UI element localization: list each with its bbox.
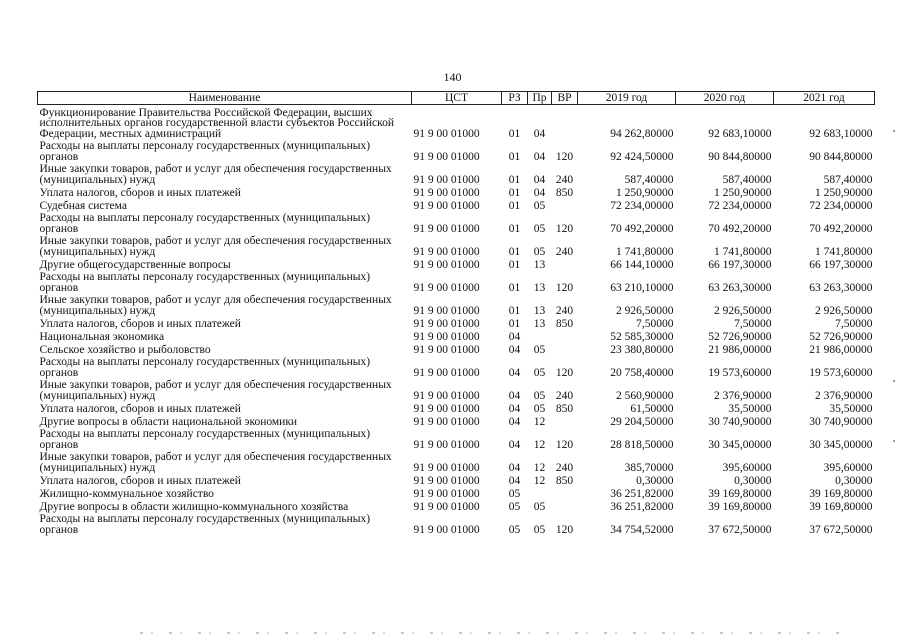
row-cst-cell: 91 9 00 01000: [413, 438, 480, 451]
row-2020-cell: 395,60000: [722, 461, 772, 474]
row-cst-cell: 91 9 00 01000: [413, 366, 480, 379]
scan-artifacts: [140, 632, 840, 634]
row-name-cell: Уплата налогов, сборов и иных платежей: [39, 402, 241, 415]
row-pr-cell: 12: [533, 474, 546, 487]
row-cst-cell: 91 9 00 01000: [413, 461, 480, 474]
row-2020-cell: 72 234,00000: [708, 199, 772, 212]
row-2019-cell: 66 144,10000: [610, 258, 674, 271]
table-row: [38, 486, 875, 499]
row-pr-cell: 05: [533, 199, 546, 212]
row-2019-cell: 34 754,52000: [610, 523, 674, 536]
row-pr-cell: 05: [533, 245, 546, 258]
table-header: [38, 92, 875, 105]
row-name-cell: Расходы на выплаты персоналу государственных (муниципальных) органов: [39, 212, 371, 235]
row-pr-cell: 05: [533, 402, 546, 415]
row-2021-cell: 63 263,30000: [809, 281, 873, 294]
row-pr-cell: 05: [533, 500, 546, 513]
table-row: [38, 450, 875, 473]
table-row: [38, 401, 875, 414]
row-2019-cell: 385,70000: [624, 461, 674, 474]
row-2020-cell: 90 844,80000: [708, 150, 772, 163]
row-rz-cell: 04: [508, 438, 521, 451]
row-vr-cell: 240: [555, 245, 574, 258]
row-cst-cell: 91 9 00 01000: [413, 330, 480, 343]
column-header-2019: 2019 год: [578, 92, 676, 105]
row-rz-cell: 01: [508, 222, 521, 235]
row-rz-cell: 01: [508, 173, 521, 186]
table-row: [38, 198, 875, 211]
row-vr-cell: 850: [555, 402, 574, 415]
row-vr-cell: [552, 486, 578, 499]
row-2019-cell: 70 492,20000: [610, 222, 674, 235]
row-2021-cell: 19 573,60000: [809, 366, 873, 379]
row-2020-cell: 70 492,20000: [708, 222, 772, 235]
row-2019-cell: 28 818,50000: [610, 438, 674, 451]
table-row: [38, 499, 875, 512]
row-2019-cell: 94 262,80000: [610, 127, 674, 140]
row-pr-cell: 04: [533, 186, 546, 199]
row-2019-cell: 92 424,50000: [610, 150, 674, 163]
row-vr-cell: 240: [555, 173, 574, 186]
row-2020-cell: 0,30000: [734, 474, 772, 487]
row-cst-cell: 91 9 00 01000: [413, 402, 480, 415]
table-row: [38, 427, 875, 450]
row-2020-cell: 2 926,50000: [714, 304, 772, 317]
row-2019-cell: 1 741,80000: [616, 245, 674, 258]
row-pr-cell: 05: [533, 222, 546, 235]
row-pr-cell: 04: [533, 150, 546, 163]
row-cst-cell: 91 9 00 01000: [413, 304, 480, 317]
row-name-cell: Расходы на выплаты персоналу государственных (муниципальных) органов: [39, 428, 371, 451]
table-body: [38, 105, 875, 536]
row-2021-cell: 37 672,50000: [809, 523, 873, 536]
row-rz-cell: 04: [508, 389, 521, 402]
row-rz-cell: 01: [508, 127, 521, 140]
row-2021-cell: 39 169,80000: [809, 500, 873, 513]
column-header-2021: 2021 год: [774, 92, 875, 105]
table-row: [38, 270, 875, 293]
table-row: [38, 355, 875, 378]
row-rz-cell: 04: [508, 461, 521, 474]
row-2021-cell: 587,40000: [823, 173, 873, 186]
row-name-cell: Иные закупки товаров, работ и услуг для обеспечения государственных (муниципальных) нужд: [39, 163, 392, 186]
row-2019-cell: 36 251,82000: [610, 500, 674, 513]
row-2020-cell: 30 740,90000: [708, 415, 772, 428]
row-rz-cell: 01: [508, 150, 521, 163]
row-2019-cell: 23 380,80000: [610, 343, 674, 356]
row-name-cell: Другие общегосударственные вопросы: [39, 258, 231, 271]
table-row: [38, 378, 875, 401]
row-2019-cell: 61,50000: [630, 402, 674, 415]
scan-speck: [893, 130, 895, 132]
row-name-cell: Судебная система: [39, 199, 127, 212]
row-name-cell: Иные закупки товаров, работ и услуг для обеспечения государственных (муниципальных) нужд: [39, 451, 392, 474]
row-cst-cell: 91 9 00 01000: [413, 474, 480, 487]
row-name-cell: Жилищно-коммунальное хозяйство: [39, 487, 214, 500]
row-2019-cell: 36 251,82000: [610, 487, 674, 500]
column-header-rz: РЗ: [502, 92, 528, 105]
row-cst-cell: 91 9 00 01000: [413, 281, 480, 294]
row-2021-cell: 21 986,00000: [809, 343, 873, 356]
table-row: [38, 512, 875, 535]
row-cst-cell: 91 9 00 01000: [413, 523, 480, 536]
row-vr-cell: 120: [555, 150, 574, 163]
row-cst-cell: 91 9 00 01000: [413, 222, 480, 235]
row-name-cell: Расходы на выплаты персоналу государственных (муниципальных) органов: [39, 140, 371, 163]
row-2020-cell: 1 741,80000: [714, 245, 772, 258]
row-pr-cell: 05: [533, 523, 546, 536]
table-row: [38, 185, 875, 198]
row-2020-cell: 52 726,90000: [708, 330, 772, 343]
row-pr-cell: 12: [533, 438, 546, 451]
row-2021-cell: 1 741,80000: [815, 245, 873, 258]
row-2021-cell: 1 250,90000: [815, 186, 873, 199]
row-cst-cell: 91 9 00 01000: [413, 245, 480, 258]
row-rz-cell: 05: [508, 523, 521, 536]
row-2019-cell: 0,30000: [636, 474, 674, 487]
table-row: [38, 162, 875, 185]
row-name-cell: Расходы на выплаты персоналу государственных (муниципальных) органов: [39, 356, 371, 379]
row-vr-cell: 240: [555, 461, 574, 474]
row-cst-cell: 91 9 00 01000: [413, 127, 480, 140]
row-name-cell: Национальная экономика: [39, 330, 165, 343]
row-vr-cell: 120: [555, 438, 574, 451]
table-row: [38, 211, 875, 234]
row-vr-cell: 120: [555, 366, 574, 379]
row-name-cell: Уплата налогов, сборов и иных платежей: [39, 317, 241, 330]
row-2019-cell: 7,50000: [636, 317, 674, 330]
row-pr-cell: 04: [533, 127, 546, 140]
row-rz-cell: 04: [508, 343, 521, 356]
row-cst-cell: 91 9 00 01000: [413, 186, 480, 199]
row-name-cell: Другие вопросы в области жилищно-коммунального хозяйства: [39, 500, 349, 513]
row-vr-cell: [552, 499, 578, 512]
row-vr-cell: [552, 342, 578, 355]
row-2020-cell: 1 250,90000: [714, 186, 772, 199]
row-vr-cell: [552, 198, 578, 211]
row-2021-cell: 2 926,50000: [815, 304, 873, 317]
row-pr-cell: 13: [533, 258, 546, 271]
row-2019-cell: 2 926,50000: [616, 304, 674, 317]
row-2020-cell: 63 263,30000: [708, 281, 772, 294]
row-vr-cell: [552, 414, 578, 427]
row-cst-cell: 91 9 00 01000: [413, 389, 480, 402]
budget-table: [37, 91, 875, 535]
row-pr-cell: 12: [533, 415, 546, 428]
row-2021-cell: 35,50000: [829, 402, 873, 415]
row-rz-cell: 05: [508, 487, 521, 500]
table-row: [38, 329, 875, 342]
column-header-cst: ЦСТ: [412, 92, 502, 105]
row-name-cell: Иные закупки товаров, работ и услуг для обеспечения государственных (муниципальных) нужд: [39, 379, 392, 402]
row-cst-cell: 91 9 00 01000: [413, 415, 480, 428]
row-2021-cell: 52 726,90000: [809, 330, 873, 343]
row-2019-cell: 63 210,10000: [610, 281, 674, 294]
row-rz-cell: 04: [508, 330, 521, 343]
row-pr-cell: 04: [533, 173, 546, 186]
row-vr-cell: [552, 257, 578, 270]
table-row: [38, 234, 875, 257]
row-vr-cell: 120: [555, 281, 574, 294]
row-2019-cell: 2 560,90000: [616, 389, 674, 402]
row-cst-cell: 91 9 00 01000: [413, 199, 480, 212]
row-pr-cell: 13: [533, 304, 546, 317]
row-2020-cell: 21 986,00000: [708, 343, 772, 356]
row-2020-cell: 19 573,60000: [708, 366, 772, 379]
row-name-cell: Иные закупки товаров, работ и услуг для обеспечения государственных (муниципальных) нужд: [39, 294, 392, 317]
row-name-cell: Уплата налогов, сборов и иных платежей: [39, 186, 241, 199]
row-pr-cell: 13: [533, 281, 546, 294]
row-2020-cell: 37 672,50000: [708, 523, 772, 536]
row-name-cell: Сельское хозяйство и рыболовство: [39, 343, 211, 356]
row-rz-cell: 01: [508, 245, 521, 258]
row-pr-cell: 13: [533, 317, 546, 330]
row-2021-cell: 39 169,80000: [809, 487, 873, 500]
row-vr-cell: [552, 105, 578, 140]
row-vr-cell: 120: [555, 222, 574, 235]
row-2020-cell: 2 376,90000: [714, 389, 772, 402]
row-2021-cell: 90 844,80000: [809, 150, 873, 163]
table-row: [38, 316, 875, 329]
row-cst-cell: 91 9 00 01000: [413, 343, 480, 356]
row-pr-cell: [528, 486, 552, 499]
row-2019-cell: 72 234,00000: [610, 199, 674, 212]
row-cst-cell: 91 9 00 01000: [413, 487, 480, 500]
row-2021-cell: 66 197,30000: [809, 258, 873, 271]
row-vr-cell: 120: [555, 523, 574, 536]
row-2021-cell: 92 683,10000: [809, 127, 873, 140]
column-header-vr: ВР: [552, 92, 578, 105]
table-row: [38, 342, 875, 355]
row-pr-cell: 05: [533, 366, 546, 379]
row-vr-cell: 850: [555, 186, 574, 199]
row-rz-cell: 04: [508, 415, 521, 428]
row-pr-cell: 05: [533, 389, 546, 402]
row-cst-cell: 91 9 00 01000: [413, 173, 480, 186]
row-2019-cell: 52 585,30000: [610, 330, 674, 343]
row-2020-cell: 39 169,80000: [708, 487, 772, 500]
row-2020-cell: 66 197,30000: [708, 258, 772, 271]
row-name-cell: Другие вопросы в области национальной экономики: [39, 415, 298, 428]
row-cst-cell: 91 9 00 01000: [413, 150, 480, 163]
row-2019-cell: 587,40000: [624, 173, 674, 186]
row-2021-cell: 70 492,20000: [809, 222, 873, 235]
page-number: 140: [443, 70, 462, 84]
row-2019-cell: 20 758,40000: [610, 366, 674, 379]
row-2020-cell: 7,50000: [734, 317, 772, 330]
row-rz-cell: 01: [508, 281, 521, 294]
table-row: [38, 293, 875, 316]
column-header-name: Наименование: [38, 92, 412, 105]
row-2020-cell: 30 345,00000: [708, 438, 772, 451]
row-name-cell: Иные закупки товаров, работ и услуг для обеспечения государственных (муниципальных) нужд: [39, 235, 392, 258]
row-pr-cell: 12: [533, 461, 546, 474]
row-2021-cell: 30 740,90000: [809, 415, 873, 428]
row-cst-cell: 91 9 00 01000: [413, 258, 480, 271]
row-rz-cell: 04: [508, 474, 521, 487]
column-header-pr: Пр: [528, 92, 552, 105]
row-2021-cell: 72 234,00000: [809, 199, 873, 212]
table-row: [38, 257, 875, 270]
row-2019-cell: 29 204,50000: [610, 415, 674, 428]
row-vr-cell: [552, 329, 578, 342]
scan-speck: [893, 380, 895, 382]
row-cst-cell: 91 9 00 01000: [413, 317, 480, 330]
row-rz-cell: 01: [508, 304, 521, 317]
row-2021-cell: 0,30000: [835, 474, 873, 487]
row-rz-cell: 01: [508, 199, 521, 212]
row-rz-cell: 01: [508, 317, 521, 330]
row-cst-cell: 91 9 00 01000: [413, 500, 480, 513]
row-name-cell: Расходы на выплаты персоналу государственных (муниципальных) органов: [39, 271, 371, 294]
table-row: [38, 105, 875, 140]
row-vr-cell: 240: [555, 304, 574, 317]
row-name-cell: Расходы на выплаты персоналу государственных (муниципальных) органов: [39, 513, 371, 536]
row-vr-cell: 850: [555, 317, 574, 330]
row-2021-cell: 7,50000: [835, 317, 873, 330]
table-row: [38, 414, 875, 427]
row-rz-cell: 04: [508, 366, 521, 379]
row-pr-cell: [528, 329, 552, 342]
row-pr-cell: 05: [533, 343, 546, 356]
table-row: [38, 473, 875, 486]
row-2020-cell: 92 683,10000: [708, 127, 772, 140]
column-header-2020: 2020 год: [676, 92, 774, 105]
row-name-cell: Уплата налогов, сборов и иных платежей: [39, 474, 241, 487]
row-rz-cell: 05: [508, 500, 521, 513]
row-vr-cell: 850: [555, 474, 574, 487]
scan-speck: [893, 440, 895, 442]
row-vr-cell: 240: [555, 389, 574, 402]
table-row: [38, 139, 875, 162]
row-rz-cell: 04: [508, 402, 521, 415]
row-rz-cell: 01: [508, 258, 521, 271]
row-2021-cell: 2 376,90000: [815, 389, 873, 402]
row-2020-cell: 35,50000: [728, 402, 772, 415]
row-2020-cell: 587,40000: [722, 173, 772, 186]
row-name-cell: Функционирование Правительства Российской Федерации, высших исполнительных органов государственной власти субъектов Российской Федерации, местных администраций: [39, 106, 395, 140]
row-2019-cell: 1 250,90000: [616, 186, 674, 199]
row-2021-cell: 30 345,00000: [809, 438, 873, 451]
row-rz-cell: 01: [508, 186, 521, 199]
row-2021-cell: 395,60000: [823, 461, 873, 474]
row-2020-cell: 39 169,80000: [708, 500, 772, 513]
